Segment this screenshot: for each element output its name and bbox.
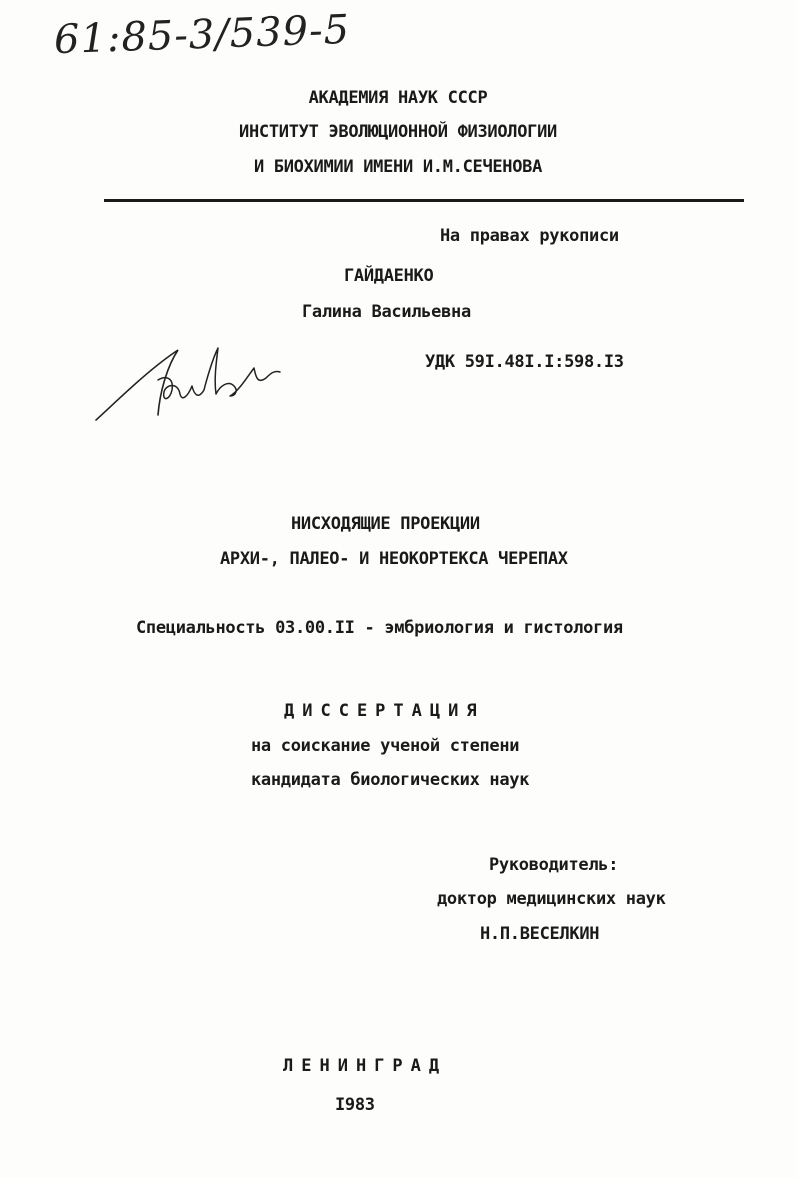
supervisor-degree: доктор медицинских наук <box>437 889 666 909</box>
dissertation-heading: ДИССЕРТАЦИЯ <box>284 701 485 721</box>
udc-code: УДК 59I.48I.I:598.I3 <box>425 352 624 372</box>
specialty: Специальность 03.00.II - эмбриология и гистология <box>136 618 623 638</box>
header-divider <box>104 199 744 202</box>
supervisor-name: Н.П.ВЕСЕЛКИН <box>480 924 600 944</box>
handwritten-signature <box>88 320 288 430</box>
title-line-2: АРХИ-, ПАЛЕО- И НЕОКОРТЕКСА ЧЕРЕПАХ <box>220 549 568 569</box>
supervisor-label: Руководитель: <box>489 855 619 875</box>
institution-line-2: ИНСТИТУТ ЭВОЛЮЦИОННОЙ ФИЗИОЛОГИИ <box>239 122 557 142</box>
dissertation-line-2: кандидата биологических наук <box>251 770 530 790</box>
year: I983 <box>335 1095 375 1115</box>
title-line-1: НИСХОДЯЩИЕ ПРОЕКЦИИ <box>291 514 480 534</box>
archive-code: 61:85-3/539-5 <box>53 6 351 64</box>
institution-line-3: И БИОХИМИИ ИМЕНИ И.М.СЕЧЕНОВА <box>253 157 543 177</box>
institution-line-1: АКАДЕМИЯ НАУК СССР <box>308 88 488 108</box>
manuscript-note: На правах рукописи <box>440 226 619 246</box>
author-given-names: Галина Васильевна <box>302 302 471 322</box>
author-surname: ГАЙДАЕНКО <box>344 266 434 286</box>
place: ЛЕНИНГРАД <box>283 1056 448 1076</box>
dissertation-line-1: на соискание ученой степени <box>251 736 520 756</box>
